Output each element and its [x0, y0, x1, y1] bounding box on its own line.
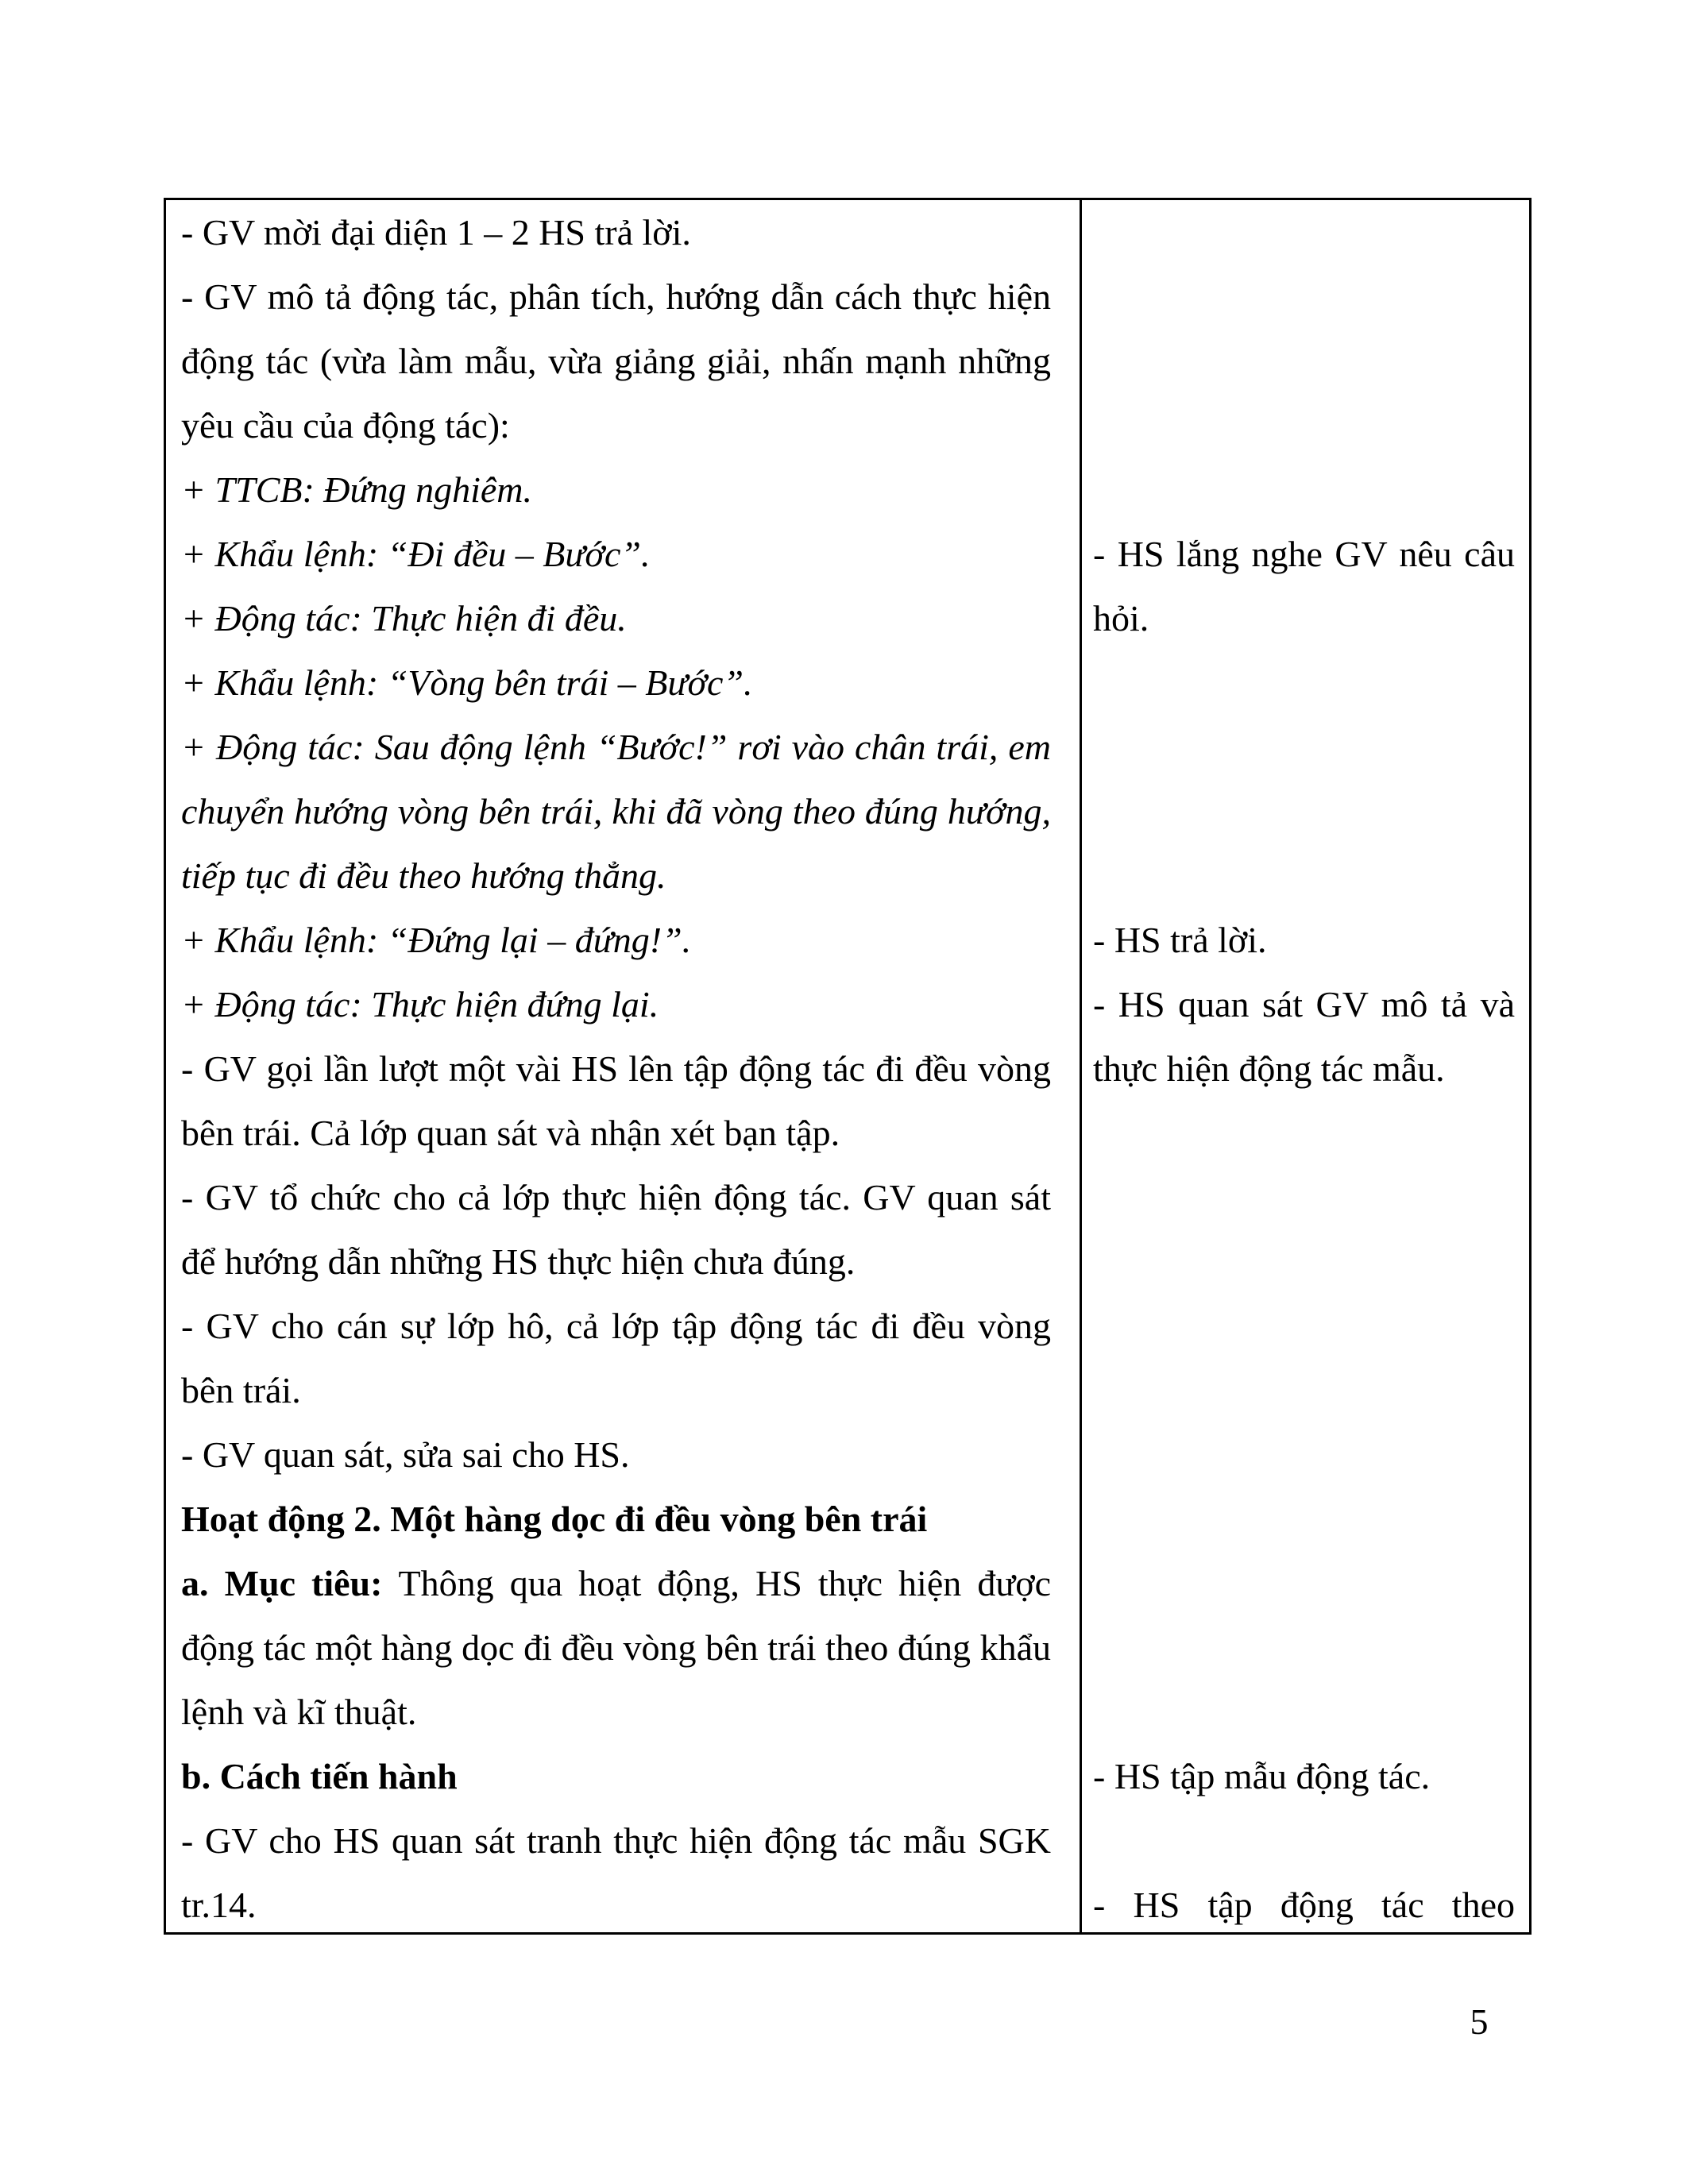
text-segment: tiếp tục đi đều theo hướng thẳng.: [181, 855, 666, 896]
text-line: [181, 1487, 1051, 1551]
text-segment: - GV tổ chức cho cả lớp thực hiện động tác. GV quan sát: [181, 1177, 1051, 1217]
text-segment: Hoạt động 2. Một hàng dọc đi đều vòng bên trái: [181, 1499, 928, 1539]
text-line: [1093, 972, 1515, 1036]
text-line: [1093, 1036, 1515, 1101]
text-line: [1093, 522, 1515, 586]
text-segment: - GV quan sát, sửa sai cho HS.: [181, 1434, 630, 1475]
text-line: [181, 779, 1051, 843]
text-line: [181, 329, 1051, 393]
text-line: [181, 1229, 1051, 1294]
text-segment: b. Cách tiến hành: [181, 1756, 458, 1796]
text-segment: hỏi.: [1093, 598, 1149, 639]
text-segment: + Động tác: Thực hiện đi đều.: [181, 598, 627, 639]
text-segment: thực hiện động tác mẫu.: [1093, 1048, 1445, 1089]
text-segment: - HS trả lời.: [1093, 920, 1267, 960]
text-segment: + Khẩu lệnh: “Đi đều – Bước”.: [181, 534, 651, 574]
text-line: [181, 1165, 1051, 1229]
text-segment: yêu cầu của động tác):: [181, 405, 510, 446]
text-segment: - GV cho cán sự lớp hô, cả lớp tập động tác đi đều vòng: [181, 1306, 1051, 1346]
text-line: [181, 1615, 1051, 1680]
text-line: [181, 1358, 1051, 1422]
text-line: [181, 1551, 1051, 1615]
text-line: [181, 1873, 1051, 1937]
text-line: [1093, 908, 1515, 972]
text-line: [1093, 1873, 1515, 1937]
text-line: [181, 200, 1051, 264]
text-line: [181, 908, 1051, 972]
text-segment: động tác (vừa làm mẫu, vừa giảng giải, nhấn mạnh những: [181, 341, 1051, 381]
text-segment: a. Mục tiêu:: [181, 1563, 399, 1603]
lesson-plan-table: [164, 198, 1532, 1935]
text-line: [181, 1808, 1051, 1873]
text-segment: - GV gọi lần lượt một vài HS lên tập động tác đi đều vòng: [181, 1048, 1051, 1089]
text-line: [181, 1101, 1051, 1165]
text-segment: + Khẩu lệnh: “Vòng bên trái – Bước”.: [181, 662, 753, 703]
text-segment: + Khẩu lệnh: “Đứng lại – đứng!”.: [181, 920, 692, 960]
text-segment: + Động tác: Thực hiện đứng lại.: [181, 984, 659, 1024]
text-segment: tr.14.: [181, 1885, 257, 1925]
text-segment: chuyển hướng vòng bên trái, khi đã vòng theo đúng hướng,: [181, 791, 1051, 832]
text-line: [181, 972, 1051, 1036]
text-segment: - GV mời đại diện 1 – 2 HS trả lời.: [181, 212, 691, 253]
teacher-activities-column: [166, 200, 1082, 1932]
text-line: [181, 1744, 1051, 1808]
text-line: [181, 457, 1051, 522]
text-line: [181, 264, 1051, 329]
student-activities-column: [1082, 200, 1529, 1932]
text-segment: + TTCB: Đứng nghiêm.: [181, 469, 533, 510]
text-segment: + Động tác: Sau động lệnh “Bước!” rơi vào chân trái, em: [181, 727, 1051, 767]
text-line: [181, 522, 1051, 586]
text-segment: động tác một hàng dọc đi đều vòng bên trái theo đúng khẩu: [181, 1627, 1051, 1668]
text-segment: - HS tập mẫu động tác.: [1093, 1756, 1431, 1796]
text-segment: - HS tập động tác theo: [1093, 1885, 1515, 1925]
text-line: [1093, 1744, 1515, 1808]
text-line: [181, 650, 1051, 715]
text-line: [181, 1680, 1051, 1744]
text-segment: - GV cho HS quan sát tranh thực hiện động tác mẫu SGK: [181, 1820, 1051, 1861]
text-segment: lệnh và kĩ thuật.: [181, 1692, 417, 1732]
text-line: [181, 586, 1051, 650]
text-segment: bên trái. Cả lớp quan sát và nhận xét bạn tập.: [181, 1113, 840, 1153]
text-line: [181, 1036, 1051, 1101]
text-segment: - GV mô tả động tác, phân tích, hướng dẫn cách thực hiện: [181, 276, 1051, 317]
text-line: [181, 1422, 1051, 1487]
text-line: [181, 393, 1051, 457]
text-line: [181, 715, 1051, 779]
teacher-activities-lines: [181, 200, 1051, 1932]
text-segment: để hướng dẫn những HS thực hiện chưa đúng.: [181, 1241, 856, 1282]
text-line: [1093, 586, 1515, 650]
text-segment: Thông qua hoạt động, HS thực hiện được: [398, 1563, 1051, 1603]
page-number: 5: [1470, 2001, 1489, 2042]
text-line: [181, 1294, 1051, 1358]
text-segment: - HS lắng nghe GV nêu câu: [1093, 534, 1515, 574]
text-segment: bên trái.: [181, 1370, 301, 1410]
student-activities-lines: [1082, 200, 1529, 1932]
text-segment: - HS quan sát GV mô tả và: [1093, 984, 1515, 1024]
text-line: [181, 843, 1051, 908]
